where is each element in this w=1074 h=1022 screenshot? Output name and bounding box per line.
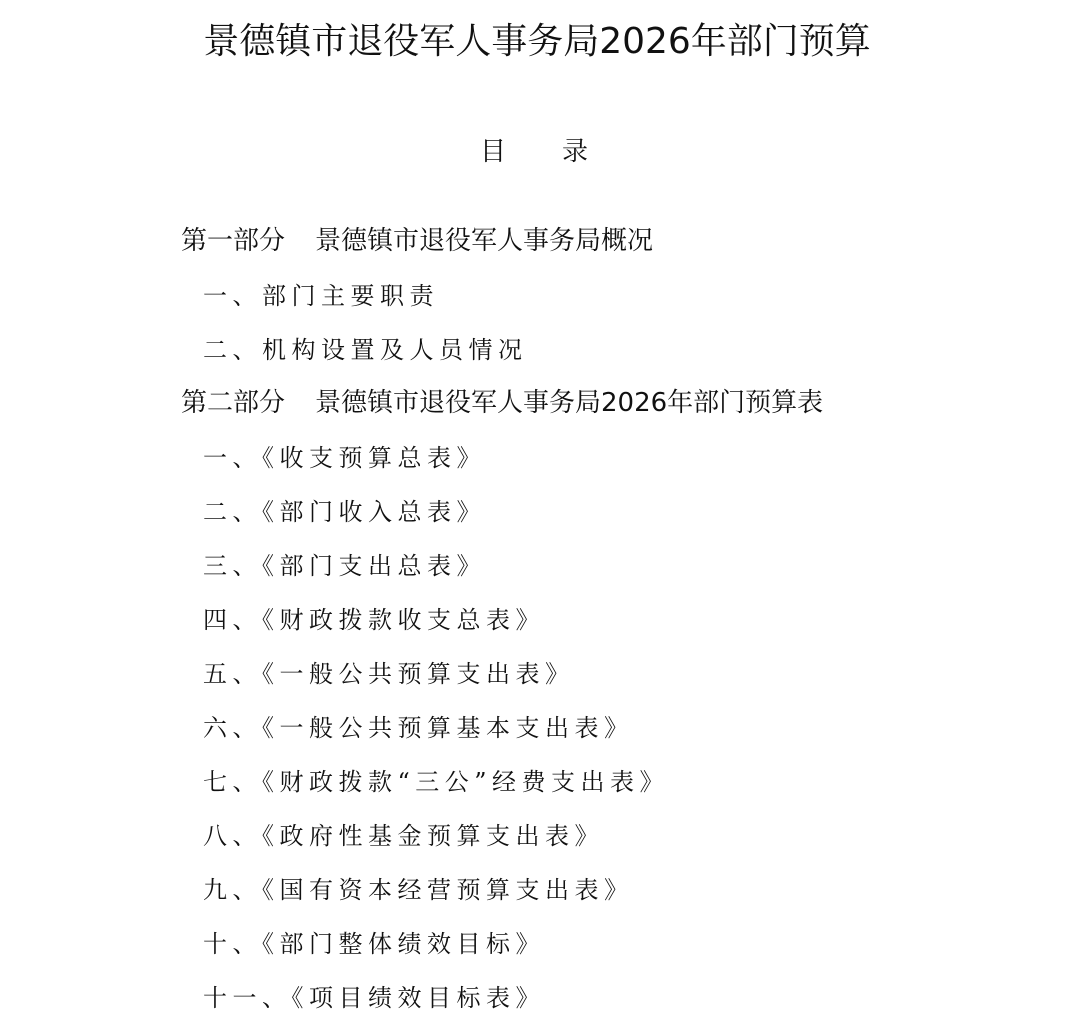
toc-item[interactable]: 二、《部门收入总表》 — [203, 498, 486, 526]
toc-item[interactable]: 一、《收支预算总表》 — [203, 444, 486, 472]
toc-part-1[interactable] — [181, 221, 653, 261]
toc-item[interactable]: 九、《国有资本经营预算支出表》 — [203, 876, 634, 904]
toc-item[interactable]: 六、《一般公共预算基本支出表》 — [203, 714, 634, 742]
toc-part-2[interactable] — [181, 383, 823, 423]
toc-item[interactable]: 四、《财政拨款收支总表》 — [203, 606, 545, 634]
part-number: 第一部分 — [181, 226, 286, 256]
toc-item[interactable]: 二、机构设置及人员情况 — [203, 336, 528, 364]
toc-item[interactable]: 十一、《项目绩效目标表》 — [203, 984, 545, 1012]
toc-item[interactable]: 三、《部门支出总表》 — [203, 552, 486, 580]
part-number: 第二部分 — [181, 388, 286, 418]
page-title: 景德镇市退役军人事务局2026年部门预算 — [203, 21, 871, 62]
part-title: 景德镇市退役军人事务局2026年部门预算表 — [315, 388, 824, 418]
toc-heading-char: 目 — [480, 137, 507, 167]
part-title: 景德镇市退役军人事务局概况 — [315, 226, 654, 256]
toc-item[interactable]: 十、《部门整体绩效目标》 — [203, 930, 545, 958]
toc-item[interactable]: 一、部门主要职责 — [203, 282, 439, 310]
toc-item[interactable]: 八、《政府性基金预算支出表》 — [203, 822, 604, 850]
toc-item[interactable]: 七、《财政拨款“三公”经费支出表》 — [203, 768, 670, 796]
toc-heading-char: 录 — [562, 137, 589, 167]
toc-item[interactable]: 五、《一般公共预算支出表》 — [203, 660, 575, 688]
